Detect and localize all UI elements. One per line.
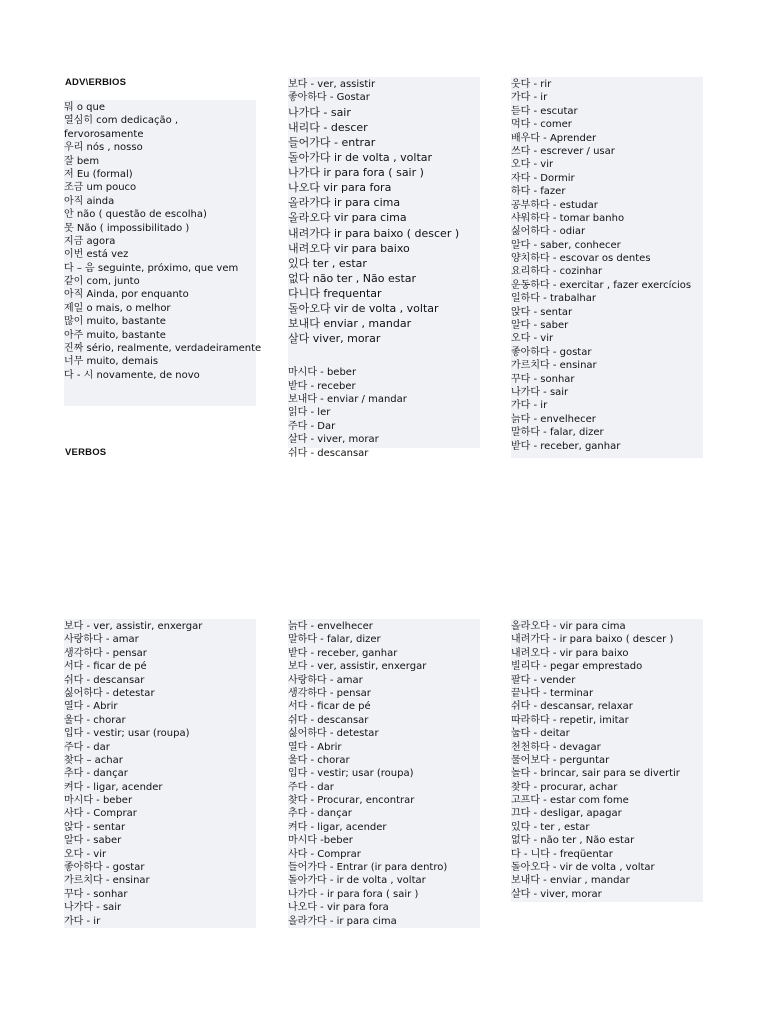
vocab-entry: 안 não ( questão de escolha) (64, 209, 207, 221)
vocab-entry: 올라가다 - ir para cima (288, 915, 397, 927)
vocab-entry: 생각하다 - pensar (288, 687, 371, 699)
vocab-entry: 쉬다 - descansar (64, 674, 145, 686)
vocab-entry: 열다 - Abrir (288, 741, 342, 753)
vocab-entry: 앉다 - sentar (511, 306, 573, 318)
vocab-entry: 받다 - receber, ganhar (288, 647, 398, 659)
vocab-entry: 듣다 - escutar (511, 105, 578, 117)
vocab-entry: 끄다 - desligar, apagar (511, 808, 622, 820)
vocab-entry: 가르치다 - ensinar (511, 360, 597, 372)
top-middle-group-a (288, 78, 480, 105)
vocab-entry: 눕다 - deitar (511, 728, 570, 740)
vocab-entry: 입다 - vestir; usar (roupa) (64, 728, 190, 740)
vocab-entry: 서다 - ficar de pé (288, 701, 371, 713)
bottom-left-verbs-panel (64, 619, 256, 928)
adverbs-panel (64, 100, 262, 406)
vocab-entry: 가다 - ir (511, 92, 548, 104)
vocab-entry: 보내다 - enviar / mandar (288, 394, 407, 406)
vocab-entry: 주다 - dar (64, 741, 110, 753)
vocab-entry: 받다 - receber, ganhar (511, 440, 621, 452)
vocab-entry: 사다 - Comprar (64, 808, 137, 820)
vocab-entry: 생각하다 - pensar (64, 647, 147, 659)
vocab-entry: 찾다 - procurar, achar (511, 781, 618, 793)
vocab-entry: 사랑하다 - amar (64, 634, 139, 646)
vocab-entry: 내리다 - descer (288, 120, 368, 134)
vocab-entry: 내려오다 vir para baixo (288, 241, 410, 255)
vocab-entry: 물어보다 - perguntar (511, 754, 610, 766)
vocab-entry: 요리하다 - cozinhar (511, 266, 603, 278)
vocab-entry: 고프다 - estar com fome (511, 795, 629, 807)
vocab-entry: 알다 - saber (511, 320, 569, 332)
vocab-entry: 있다 - ter , estar (511, 821, 590, 833)
vocab-entry: 울다 - chorar (64, 714, 126, 726)
vocab-entry: 양치하다 - escovar os dentes (511, 253, 651, 265)
vocab-entry: 돌아오다 - vir de volta , voltar (511, 862, 655, 874)
vocab-entry: 싫어하다 - odiar (511, 226, 586, 238)
vocab-entry: 다 – 음 seguinte, próximo, que vem (64, 262, 239, 274)
vocab-entry: 돌아가다 ir de volta , voltar (288, 151, 433, 165)
top-middle-group-b (288, 105, 480, 347)
vocab-entry: 운동하다 - exercitar , fazer exercícios (511, 279, 692, 291)
vocab-entry: 샤워하다 - tomar banho (511, 212, 625, 224)
bottom-middle-verbs-panel (288, 619, 480, 928)
vocab-entry: 오다 - vir (64, 848, 107, 860)
vocab-entry: 열다 - Abrir (64, 701, 118, 713)
vocab-entry: 추다 - dançar (288, 808, 352, 820)
vocab-entry: 들어가다 - entrar (288, 135, 376, 149)
vocab-entry: 쉬다 - descansar (288, 714, 369, 726)
vocab-entry: 사다 - Comprar (288, 848, 361, 860)
vocab-entry: 아직 Ainda, por enquanto (64, 289, 189, 301)
vocab-entry: 있다 ter , estar (288, 256, 367, 270)
vocab-entry: 추다 - dançar (64, 768, 128, 780)
top-right-verbs-panel (511, 77, 703, 458)
vocab-entry: 배우다 - Aprender (511, 132, 597, 144)
vocab-entry: 다 - 니다 - freqüentar (511, 848, 613, 860)
vocab-entry: 우리 nós , nosso (64, 142, 143, 154)
vocab-entry: 놀다 - brincar, sair para se divertir (511, 768, 680, 780)
vocab-entry: 앉다 - sentar (64, 821, 126, 833)
vocab-entry: 공부하다 - estudar (511, 199, 598, 211)
vocab-entry: 보다 - ver, assistir (288, 79, 376, 90)
vocab-entry: 올라오다 - vir para cima (511, 621, 626, 632)
vocab-entry: 울다 - chorar (288, 754, 350, 766)
vocab-entry: 읽다 - ler (288, 407, 331, 419)
vocab-entry: 다 - 시 novamente, de novo (64, 369, 200, 381)
vocab-entry: 살다 viver, morar (288, 332, 381, 346)
vocab-entry: 보다 - ver, assistir, enxergar (288, 661, 427, 673)
vocab-entry: 좋아하다 - Gostar (288, 92, 370, 104)
vocab-entry: 너무 muito, demais (64, 356, 159, 368)
vocab-entry: 다니다 frequentar (288, 286, 382, 300)
vocab-entry: 빌리다 - pegar emprestado (511, 661, 643, 673)
vocab-entry: 없다 - não ter , Não estar (511, 835, 635, 847)
vocab-entry: 알다 - saber (64, 835, 122, 847)
vocab-entry: 먹다 - comer (511, 119, 572, 131)
vocab-entry: 찾다 - Procurar, encontrar (288, 795, 415, 807)
vocab-entry: 입다 - vestir; usar (roupa) (288, 768, 414, 780)
vocab-entry: 마시다 -beber (288, 835, 353, 847)
vocab-entry: 웃다 - rir (511, 79, 552, 90)
verbs-heading: VERBOS (65, 447, 107, 458)
vocab-entry: 잘 bem (64, 155, 100, 167)
vocab-entry: 쉬다 - descansar (288, 447, 369, 459)
vocab-entry: 보내다 - enviar , mandar (511, 875, 630, 887)
vocab-entry: 꾸다 - sonhar (511, 373, 575, 385)
vocab-entry: 끝나다 - terminar (511, 687, 594, 699)
vocab-entry: 말하다 - falar, dizer (288, 634, 381, 646)
vocab-entry: 보다 - ver, assistir, enxergar (64, 621, 203, 632)
vocab-entry: 켜다 - ligar, acender (64, 781, 163, 793)
vocab-entry: 켜다 - ligar, acender (288, 821, 387, 833)
vocab-entry: 없다 não ter , Não estar (288, 271, 417, 285)
vocab-entry: 사랑하다 - amar (288, 674, 363, 686)
vocab-entry: 내려오다 - vir para baixo (511, 647, 629, 659)
vocab-entry: 일하다 - trabalhar (511, 293, 596, 305)
vocab-entry: 쓰다 - escrever / usar (511, 145, 615, 157)
vocab-entry: 나오다 vir para fora (288, 181, 392, 195)
vocab-entry: 싫어하다 - detestar (64, 687, 155, 699)
vocab-entry: 지금 agora (64, 235, 116, 247)
vocab-entry: 늙다 - envelhecer (288, 621, 373, 632)
vocab-entry: 나가다 - sair (288, 105, 351, 119)
vocab-entry: 주다 - Dar (288, 420, 336, 432)
vocab-entry: fervorosamente (64, 128, 144, 140)
vocab-entry: 조금 um pouco (64, 182, 137, 194)
top-middle-verbs-panel (288, 77, 480, 459)
vocab-entry: 오다 - vir (511, 159, 554, 171)
vocab-entry: 진짜 sério, realmente, verdadeiramente (64, 343, 262, 355)
vocab-entry: 열심히 com dedicação , (64, 115, 179, 127)
vocab-entry: 오다 - vir (511, 333, 554, 345)
vocab-entry: 올라가다 ir para cima (288, 196, 401, 210)
vocab-entry: 좋아하다 - gostar (64, 862, 145, 874)
vocab-entry: 올라오다 vir para cima (288, 211, 407, 225)
vocab-entry: 가르치다 - ensinar (64, 875, 150, 887)
vocab-entry: 뭐 o que (64, 102, 105, 113)
adverbs-heading: ADV\ERBIOS (65, 77, 127, 88)
vocab-entry: 좋아하다 - gostar (511, 346, 592, 358)
vocab-entry: 살다 - viver, morar (511, 888, 602, 900)
vocab-entry: 서다 - ficar de pé (64, 661, 147, 673)
vocab-entry: 마시다 - beber (288, 367, 357, 379)
vocab-entry: 자다 - Dormir (511, 172, 575, 184)
vocab-entry: 싫어하다 - detestar (288, 728, 379, 740)
vocab-entry: 아주 muito, bastante (64, 329, 166, 341)
vocab-entry: 나가다 - sair (511, 386, 569, 398)
vocab-entry: 돌아가다 - ir de volta , voltar (288, 875, 426, 887)
vocab-entry: 제일 o mais, o melhor (64, 302, 171, 314)
vocab-entry: 말하다 - falar, dizer (511, 427, 604, 439)
vocab-entry: 가다 - ir (511, 400, 548, 412)
vocab-entry: 따라하다 - repetir, imitar (511, 714, 629, 726)
vocab-entry: 쉬다 - descansar, relaxar (511, 701, 633, 713)
vocab-entry: 하다 - fazer (511, 186, 566, 198)
vocab-entry: 살다 - viver, morar (288, 434, 379, 446)
vocab-entry: 나오다 - vir para fora (288, 902, 389, 914)
vocab-entry: 저 Eu (formal) (64, 168, 133, 180)
vocab-entry: 나가다 ir para fora ( sair ) (288, 166, 424, 180)
top-middle-group-c (288, 366, 480, 460)
vocab-entry: 가다 - ir (64, 915, 101, 927)
vocab-entry: 꾸다 - sonhar (64, 888, 128, 900)
vocab-entry: 받다 - receber (288, 380, 356, 392)
vocab-entry: 내려가다 - ir para baixo ( descer ) (511, 634, 674, 646)
vocab-entry: 팔다 - vender (511, 674, 576, 686)
vocab-entry: 알다 - saber, conhecer (511, 239, 621, 251)
vocab-entry: 나가다 - sair (64, 902, 122, 914)
vocab-entry: 나가다 - ir para fora ( sair ) (288, 888, 419, 900)
vocab-entry: 늙다 - envelhecer (511, 413, 596, 425)
vocab-entry: 내려가다 ir para baixo ( descer ) (288, 226, 460, 240)
vocab-entry: 돌아오다 vir de volta , voltar (288, 302, 439, 315)
bottom-right-verbs-panel (511, 619, 703, 902)
vocab-entry: 아직 ainda (64, 195, 115, 207)
vocab-entry: 많이 muito, bastante (64, 316, 166, 328)
vocab-entry: 주다 - dar (288, 781, 334, 793)
vocab-entry: 들어가다 - Entrar (ir para dentro) (288, 862, 448, 874)
vocab-entry: 이번 está vez (64, 249, 129, 261)
vocab-entry: 마시다 - beber (64, 795, 133, 807)
vocab-entry: 같이 com, junto (64, 276, 140, 288)
vocab-entry: 찾다 – achar (64, 754, 123, 766)
vocab-entry: 천천하다 - devagar (511, 741, 601, 753)
vocab-entry: 보내다 enviar , mandar (288, 317, 412, 331)
vocab-entry: 못 Não ( impossibilitado ) (64, 222, 190, 234)
spacer (288, 346, 480, 366)
